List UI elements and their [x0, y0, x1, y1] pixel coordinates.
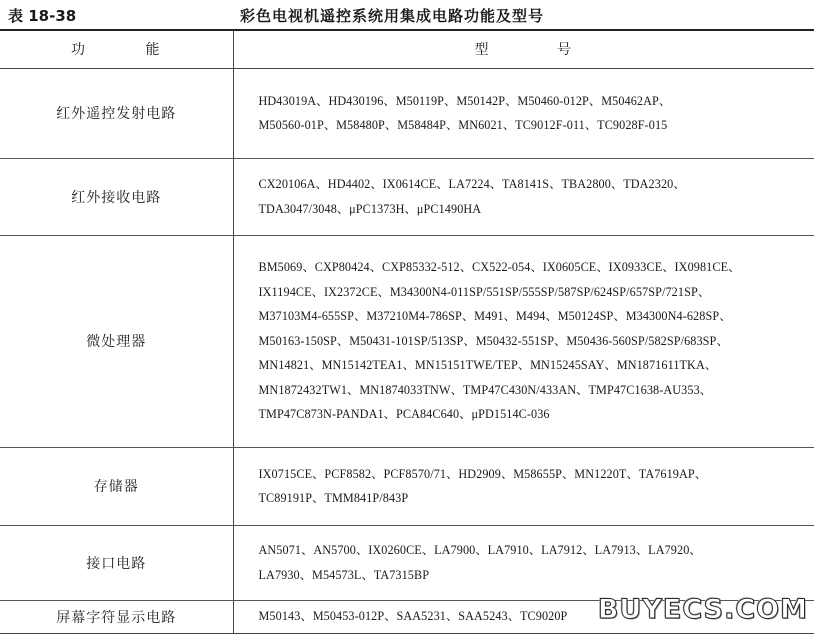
table-header-row — [0, 30, 814, 68]
model-line: IX0715CE、PCF8582、PCF8570/71、HD2909、M58655P、MN1220T、TA7619AP、 — [258, 466, 708, 481]
header-model: 型 号 — [233, 30, 814, 68]
table-number: 表 18-38 — [8, 7, 77, 25]
model-line: M50163-150SP、M50431-101SP/513SP、M50432-551SP、M50436-560SP/582SP/683SP、 — [258, 333, 729, 348]
model-line: MN14821、MN15142TEA1、MN15151TWE/TEP、MN15245SAY、MN1871611TKA、 — [258, 358, 718, 373]
model-line: HD43019A、HD430196、M50119P、M50142P、M50460-012P、M50462AP、 — [258, 93, 672, 108]
table-row — [0, 68, 814, 158]
models-cell — [233, 158, 814, 235]
model-line: LA7930、M54573L、TA7315BP — [258, 567, 430, 582]
function-cell: 屏幕字符显示电路 — [0, 600, 233, 633]
function-cell: 红外遥控发射电路 — [0, 68, 233, 158]
model-line: CX20106A、HD4402、IX0614CE、LA7224、TA8141S、TBA2800、TDA2320、 — [258, 177, 686, 191]
header-function: 功 能 — [0, 30, 233, 68]
table-caption — [8, 3, 806, 27]
table-row — [0, 235, 814, 447]
table-title: 彩色电视机遥控系统用集成电路功能及型号 — [240, 7, 545, 25]
model-line: IX1194CE、IX2372CE、M34300N4-011SP/551SP/555SP/587SP/624SP/657SP/721SP、 — [258, 284, 711, 299]
model-line: AN5071、AN5700、IX0260CE、LA7900、LA7910、LA7912、LA7913、LA7920、 — [258, 543, 702, 557]
models-cell — [233, 235, 814, 447]
models-cell — [233, 68, 814, 158]
table-row — [0, 447, 814, 525]
model-line: TMP47C873N-PANDA1、PCA84C640、μPD1514C-036 — [258, 407, 550, 422]
table-row — [0, 158, 814, 235]
ic-function-table — [0, 29, 814, 634]
models-cell — [233, 447, 814, 525]
table-row — [0, 525, 814, 600]
function-cell: 红外接收电路 — [0, 158, 233, 235]
model-line: M50143、M50453-012P、SAA5231、SAA5243、TC9020P — [258, 609, 568, 624]
function-cell: 接口电路 — [0, 525, 233, 600]
watermark-logo: BUYECS.COM — [597, 594, 808, 625]
model-line: BM5069、CXP80424、CXP85332-512、CX522-054、IX0605CE、IX0933CE、IX0981CE、 — [258, 260, 741, 275]
model-line: M50560-01P、M58480P、M58484P、MN6021、TC9012F-011、TC9028F-015 — [258, 118, 668, 132]
model-line: M37103M4-655SP、M37210M4-786SP、M491、M494、M50124SP、M34300N4-628SP、 — [258, 309, 732, 324]
model-line: MN1872432TW1、MN1874033TNW、TMP47C430N/433AN、TMP47C1638-AU353、 — [258, 382, 713, 397]
function-cell: 微处理器 — [0, 235, 233, 447]
function-cell: 存储器 — [0, 447, 233, 525]
model-line: TDA3047/3048、μPC1373H、μPC1490HA — [258, 201, 482, 216]
model-line: TC89191P、TMM841P/843P — [258, 491, 409, 505]
models-cell — [233, 525, 814, 600]
